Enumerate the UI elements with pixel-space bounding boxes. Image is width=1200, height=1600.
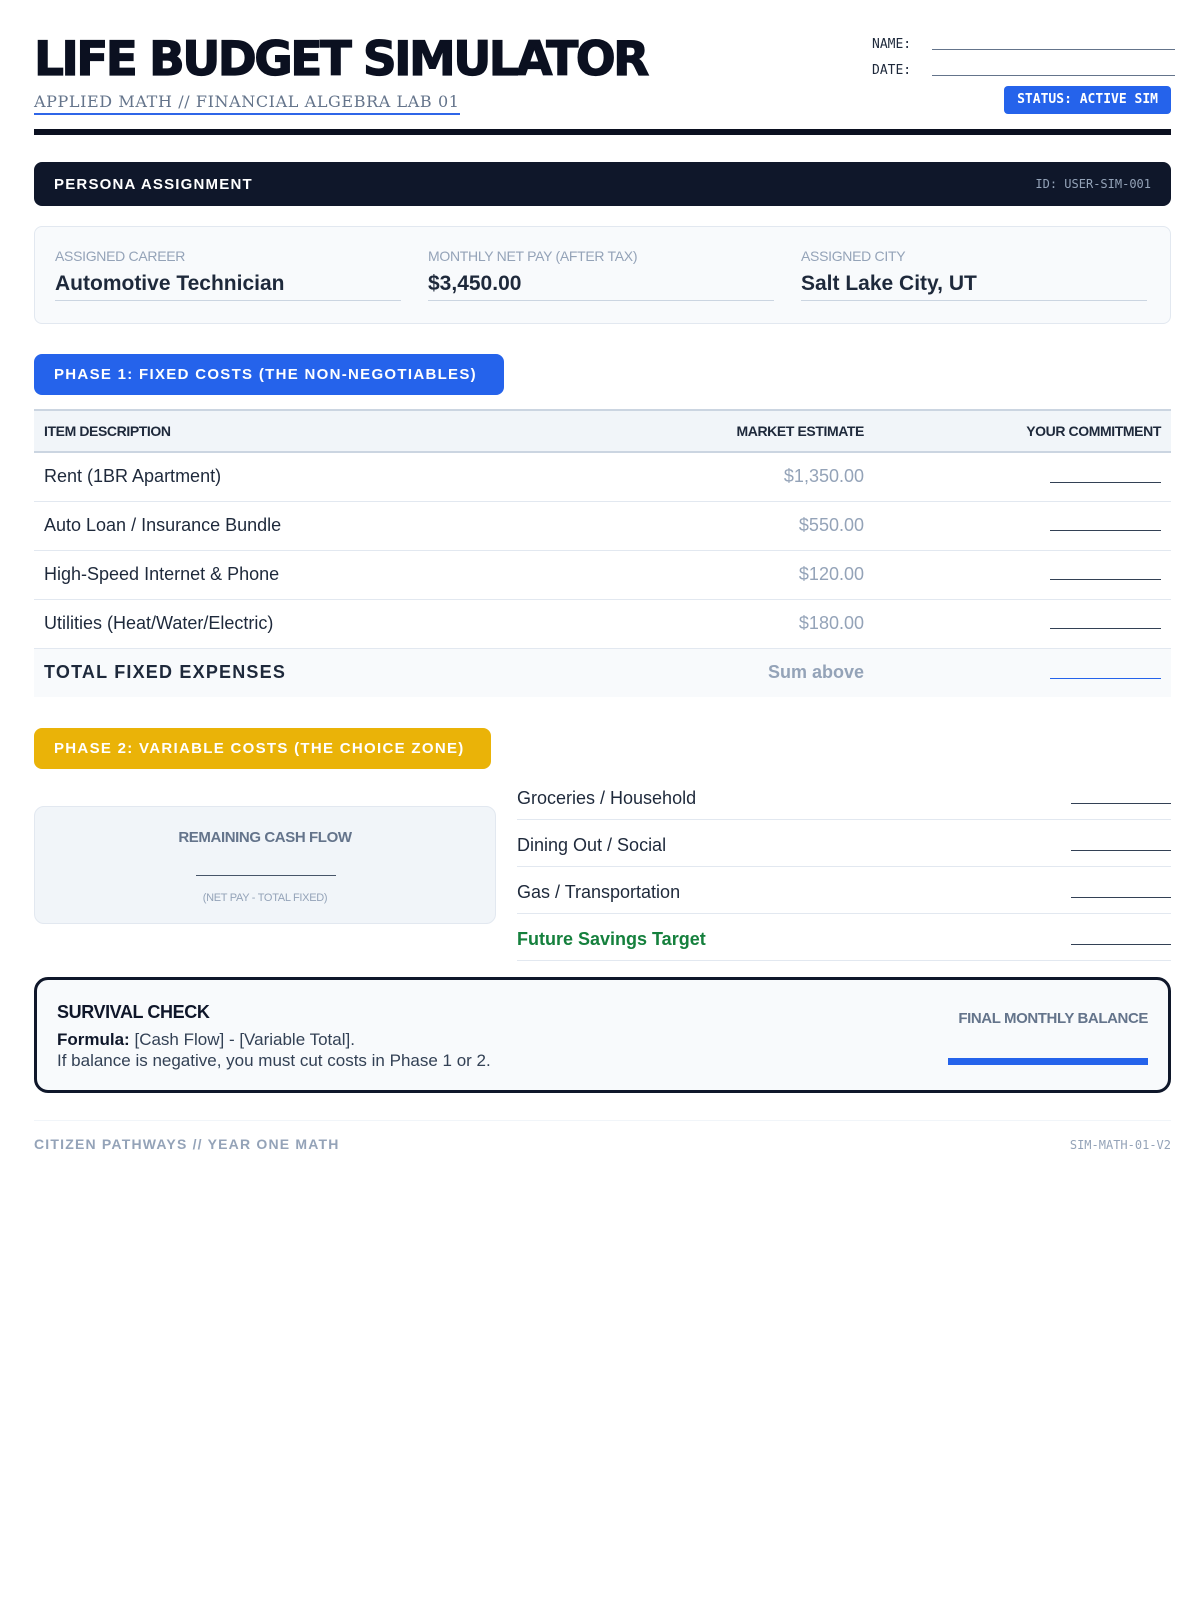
name-row — [872, 34, 1175, 52]
status-badge: STATUS: ACTIVE SIM — [1004, 86, 1171, 114]
phase1-banner: PHASE 1: FIXED COSTS (THE NON-NEGOTIABLES) — [34, 354, 504, 395]
pay-label: MONTHLY NET PAY (AFTER TAX) — [428, 248, 638, 264]
page-title: LIFE BUDGET SIMULATOR — [34, 32, 647, 87]
list-item — [517, 773, 1171, 820]
cashflow-note: (NET PAY - TOTAL FIXED) — [202, 892, 328, 904]
pay-value: $3,450.00 — [428, 270, 774, 301]
date-label: DATE: — [872, 63, 912, 78]
commitment-cell — [874, 550, 1171, 599]
savings-blank[interactable] — [1071, 933, 1171, 945]
career-label: ASSIGNED CAREER — [55, 248, 186, 264]
total-estimate: Sum above — [654, 648, 874, 697]
commitment-cell — [874, 501, 1171, 550]
worksheet-header — [34, 28, 1171, 136]
table-header-row — [34, 410, 1171, 452]
column-header-estimate: MARKET ESTIMATE — [654, 410, 874, 452]
formula-text: [Cash Flow] - [Variable Total]. — [134, 1030, 355, 1049]
variable-costs-list — [517, 773, 1171, 961]
item-estimate: $550.00 — [654, 501, 874, 550]
variable-item-label: Dining Out / Social — [517, 834, 667, 855]
savings-item — [517, 914, 1171, 961]
city-field — [801, 247, 1147, 301]
name-label: NAME: — [872, 37, 912, 52]
cashflow-card — [34, 806, 496, 924]
cashflow-blank[interactable] — [196, 875, 336, 876]
city-value: Salt Lake City, UT — [801, 270, 1147, 301]
item-estimate: $180.00 — [654, 599, 874, 648]
item-description: Rent (1BR Apartment) — [34, 452, 654, 501]
commitment-blank[interactable] — [1050, 619, 1161, 629]
persona-header-bar — [34, 162, 1171, 206]
table-row — [34, 599, 1171, 648]
item-description: Auto Loan / Insurance Bundle — [34, 501, 654, 550]
survival-title: SURVIVAL CHECK — [57, 1002, 210, 1022]
persona-title: PERSONA ASSIGNMENT — [54, 175, 253, 193]
table-row — [34, 452, 1171, 501]
variable-item-blank[interactable] — [1071, 792, 1171, 804]
commitment-cell — [874, 452, 1171, 501]
career-value: Automotive Technician — [55, 270, 401, 301]
list-item — [517, 820, 1171, 867]
date-row — [872, 60, 1175, 78]
item-estimate: $120.00 — [654, 550, 874, 599]
survival-note: If balance is negative, you must cut costs in Phase 1 or 2. — [57, 1051, 491, 1070]
variable-item-label: Gas / Transportation — [517, 881, 681, 902]
formula-label: Formula: — [57, 1030, 130, 1049]
balance-label: FINAL MONTHLY BALANCE — [958, 1010, 1148, 1027]
variable-item-label: Groceries / Household — [517, 787, 697, 808]
column-header-item: ITEM DESCRIPTION — [34, 410, 654, 452]
career-field — [55, 247, 401, 301]
page-subtitle: APPLIED MATH // FINANCIAL ALGEBRA LAB 01 — [34, 92, 460, 115]
item-description: Utilities (Heat/Water/Electric) — [34, 599, 654, 648]
footer-code: SIM-MATH-01-V2 — [1069, 1138, 1171, 1152]
list-item — [517, 867, 1171, 914]
date-blank[interactable] — [932, 62, 1175, 76]
footer-divider — [34, 1120, 1171, 1121]
commitment-blank[interactable] — [1050, 473, 1161, 483]
survival-check-box — [34, 977, 1171, 1093]
pay-field — [428, 247, 774, 301]
city-label: ASSIGNED CITY — [801, 248, 906, 264]
column-header-commitment: YOUR COMMITMENT — [874, 410, 1171, 452]
phase2-banner: PHASE 2: VARIABLE COSTS (THE CHOICE ZONE) — [34, 728, 491, 769]
total-row — [34, 648, 1171, 697]
total-commitment-cell — [874, 648, 1171, 697]
header-divider — [34, 129, 1171, 135]
commitment-cell — [874, 599, 1171, 648]
commitment-blank[interactable] — [1050, 570, 1161, 580]
table-row — [34, 550, 1171, 599]
table-row — [34, 501, 1171, 550]
variable-item-blank[interactable] — [1071, 886, 1171, 898]
item-description: High-Speed Internet & Phone — [34, 550, 654, 599]
total-commitment-blank[interactable] — [1050, 669, 1161, 679]
item-estimate: $1,350.00 — [654, 452, 874, 501]
variable-item-blank[interactable] — [1071, 839, 1171, 851]
persona-card — [34, 226, 1171, 324]
commitment-blank[interactable] — [1050, 521, 1161, 531]
savings-label: Future Savings Target — [517, 928, 706, 949]
fixed-costs-table — [34, 409, 1171, 697]
balance-blank[interactable] — [948, 1058, 1148, 1065]
total-label: TOTAL FIXED EXPENSES — [34, 648, 654, 697]
persona-id: ID: USER-SIM-001 — [1035, 177, 1151, 191]
name-blank[interactable] — [932, 36, 1175, 50]
footer-brand: CITIZEN PATHWAYS // YEAR ONE MATH — [34, 1136, 340, 1152]
cashflow-label: REMAINING CASH FLOW — [178, 829, 352, 846]
survival-formula — [57, 1030, 355, 1050]
